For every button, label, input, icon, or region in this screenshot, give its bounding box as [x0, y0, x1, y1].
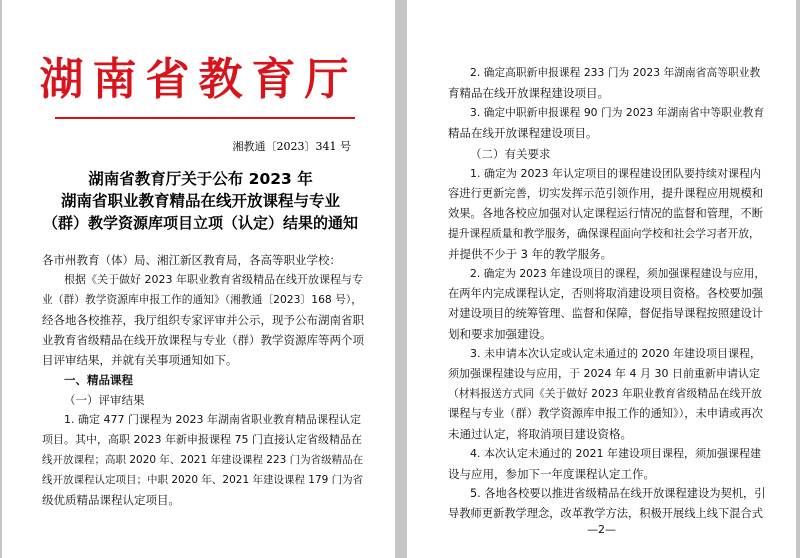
body-line: 设与应用，参加下一年度课程认定工作。 — [448, 467, 655, 481]
body-line: 5. 各地各校要以推进省级精品在线开放课程建设为契机，引 — [470, 487, 766, 500]
body-line: 并提供不少于 3 年的教学服务。 — [448, 247, 613, 261]
document-page-left — [2, 0, 395, 558]
body-line: 对建设项目的统筹管理、监督和保障，督促指导课程按照建设计 — [448, 307, 764, 320]
document-title — [42, 168, 359, 234]
section-heading: 一、精品课程 — [64, 373, 133, 387]
body-line: 目评审结果，并就有关事项通知如下。 — [42, 353, 238, 367]
body-line: 未通过认定，将取消项目建设资格。 — [448, 427, 632, 441]
subsection-heading: （一）评审结果 — [64, 393, 145, 407]
body-line: 1. 确定为 2023 年认定项目的课程建设团队要持续对课程内 — [470, 167, 761, 180]
body-line: 2. 确定为 2023 年建设项目的课程，须加强课程建设与应用， — [470, 267, 766, 280]
title-line: （群）教学资源库项目立项（认定）结果的通知 — [42, 214, 358, 232]
page-number: —2— — [587, 523, 616, 536]
body-line: 线开放课程认定项目；中职 2020 年、2021 年建设课程 179 门为省 — [42, 474, 364, 486]
document-page-right — [407, 0, 796, 558]
body-line: 容进行更新完善，切实发挥示范引领作用，提升课程应用规模和 — [448, 187, 764, 200]
body-line: 划和要求加强建设。 — [448, 327, 552, 341]
body-line: 须加强课程建设与应用，于 2024 年 4 月 30 日前重新申请认定 — [448, 367, 760, 380]
body-line: 级优质精品课程认定项目。 — [42, 493, 180, 507]
body-line: 根据《关于做好 2023 年职业教育省级精品在线开放课程与专 — [64, 273, 363, 286]
body-line: 精品在线开放课程建设项目。 — [448, 126, 598, 140]
body-line: 线开放课程；高职 2020 年、2021 年建设课程 223 门为省级精品在 — [42, 454, 364, 466]
body-line: 在两年内完成课程认定，否则将取消建设项目资格。各校要加强 — [448, 287, 764, 300]
masthead-title: 湖南省教育厅 — [39, 54, 358, 105]
red-divider-line — [55, 117, 355, 119]
body-line: 项目。其中，高职 2023 年新申报课程 75 门直接认定省级精品在 — [42, 433, 362, 446]
body-line: 1. 确定 477 门课程为 2023 年湖南省职业教育精品课程认定 — [64, 413, 361, 426]
body-line: （材料报送方式同《关于做好 2023 年职业教育省级精品在线开放 — [448, 387, 762, 400]
body-line: 4. 本次认定未通过的 2021 年建设项目课程，须加强课程建 — [470, 447, 761, 460]
body-line: 业教育省级精品在线开放课程与专业（群）教学资源库等两个项 — [42, 333, 364, 347]
salutation: 各市州教育（体）局、湘江新区教育局，各高等职业学校： — [42, 253, 341, 267]
body-line: 课程与专业（群）教学资源库申报工作的通知》），未申请或再次 — [448, 407, 764, 420]
body-line: 3. 确定中职新申报课程 90 门为 2023 年湖南省中等职业教育 — [470, 106, 765, 119]
body-line: 导教师更新教学理念，改革教学方法，积极开展线上线下混合式 — [448, 507, 764, 520]
body-line: 育精品在线开放课程建设项目。 — [448, 86, 609, 100]
body-line: 提升课程质量和教学服务，确保课程面向学校和社会学习者开放， — [448, 227, 760, 240]
body-line: 业（群）教学资源库申报工作的通知》（湘教通〔2023〕168 号）， — [42, 293, 363, 306]
title-line: 湖南省教育厅关于公布 2023 年 — [88, 170, 313, 188]
body-line: 3. 未申请本次认定或认定未通过的 2020 年建设项目课程， — [470, 347, 761, 360]
body-line: 经各地各校推荐，我厅组织专家评审并公示，现予公布湖南省职 — [42, 313, 364, 327]
subsection-heading: （二）有关要求 — [470, 147, 551, 161]
body-line: 效果。各地各校应加强对认定课程运行情况的监督和管理，不断 — [448, 207, 764, 220]
page-gutter — [395, 0, 407, 558]
document-number: 湘教通〔2023〕341 号 — [232, 140, 351, 153]
title-line: 湖南省职业教育精品在线开放课程与专业 — [60, 192, 340, 210]
body-line: 2. 确定高职新申报课程 233 门为 2023 年湖南省高等职业教 — [470, 66, 761, 79]
